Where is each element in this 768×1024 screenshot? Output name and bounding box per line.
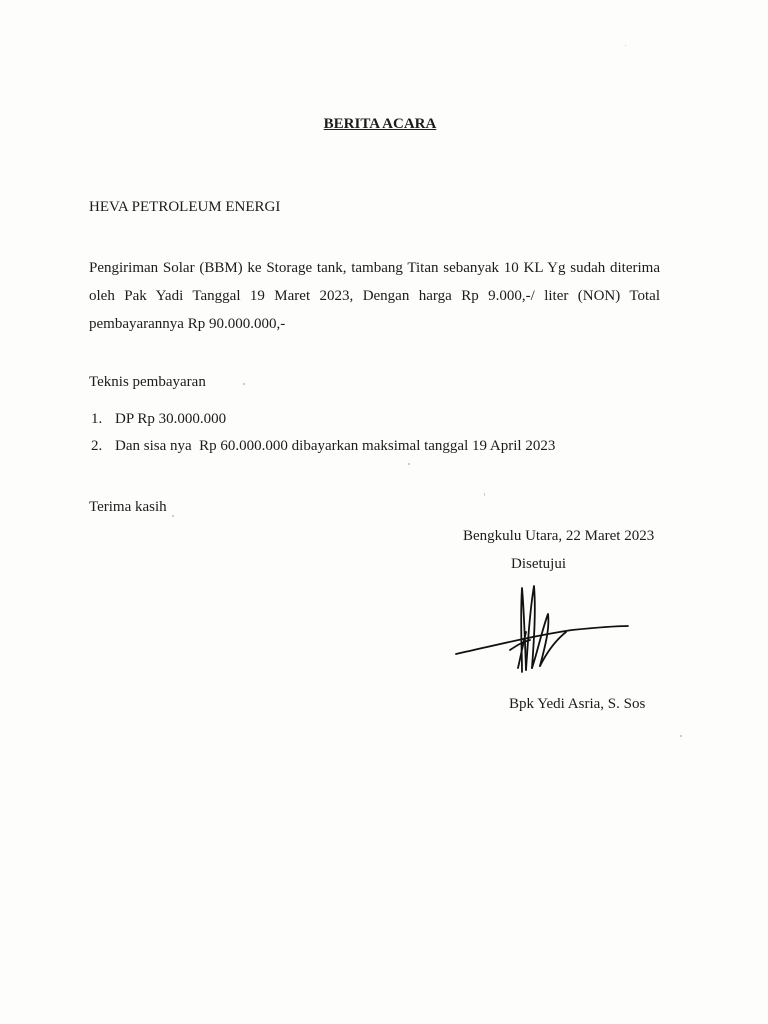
approved-label: Disetujui: [511, 556, 566, 572]
paper-speck: [625, 45, 626, 46]
signature: [452, 580, 632, 680]
paragraph-line: oleh Pak Yadi Tanggal 19 Maret 2023, Dengan harga Rp 9.000,-/ liter (NON) Total: [89, 288, 660, 304]
paper-speck: [680, 735, 682, 737]
payment-term-text: Dan sisa nya Rp 60.000.000 dibayarkan maksimal tanggal 19 April 2023: [115, 438, 556, 454]
paper-speck: [172, 515, 174, 517]
document-title: BERITA ACARA: [323, 116, 437, 132]
company-name: HEVA PETROLEUM ENERGI: [89, 199, 281, 215]
payment-term-number: 2.: [91, 438, 103, 454]
paper-speck: [484, 493, 485, 496]
paragraph-line: Pengiriman Solar (BBM) ke Storage tank, tambang Titan sebanyak 10 KL Yg sudah diterima: [89, 260, 660, 276]
paper-speck: [408, 463, 410, 465]
payment-term-number: 1.: [91, 411, 103, 427]
place-date: Bengkulu Utara, 22 Maret 2023: [463, 528, 655, 544]
signer-name: Bpk Yedi Asria, S. Sos: [509, 696, 646, 712]
paragraph-line: pembayarannya Rp 90.000.000,-: [89, 316, 286, 332]
payment-heading: Teknis pembayaran: [89, 374, 206, 390]
paper-speck: [243, 383, 245, 385]
body-paragraph: [89, 254, 660, 338]
payment-term-text: DP Rp 30.000.000: [115, 411, 227, 427]
closing-text: Terima kasih: [89, 499, 167, 515]
